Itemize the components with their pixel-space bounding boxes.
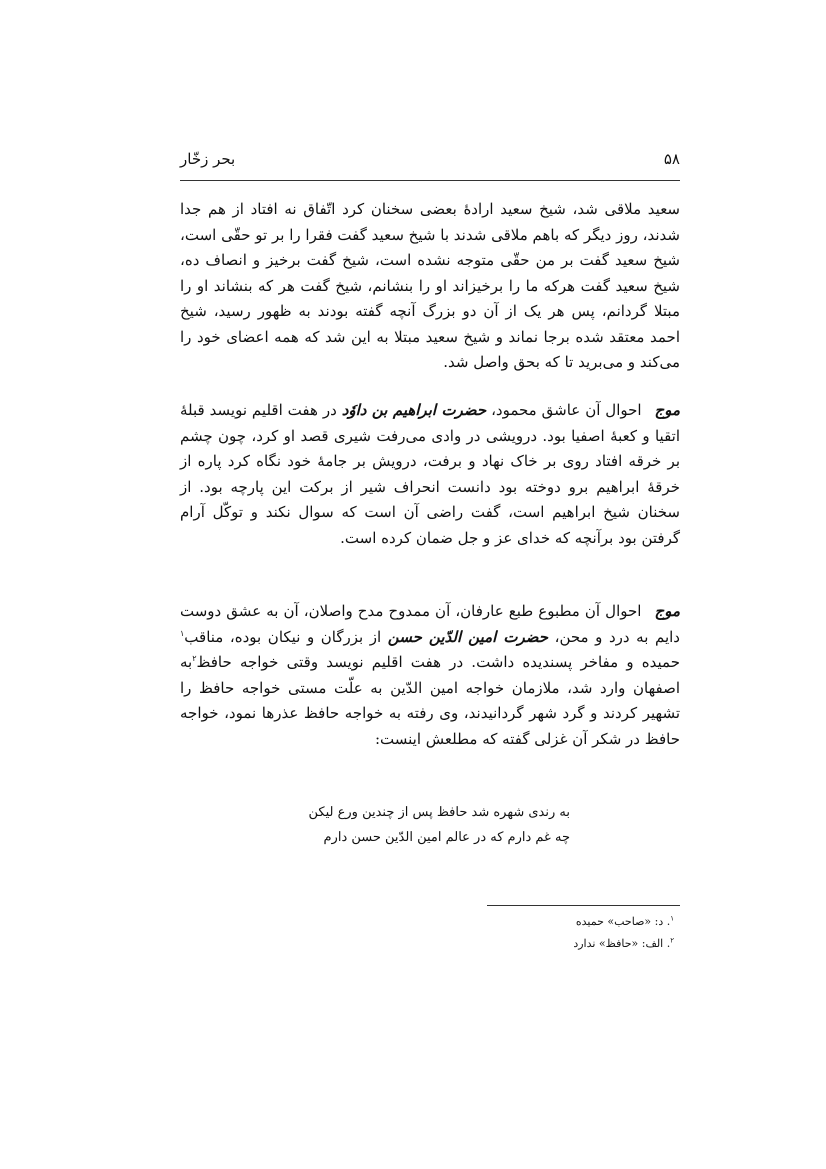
section-label: موج xyxy=(654,401,680,419)
footnote-1-mark: ۱ xyxy=(670,914,674,923)
footnote-1-text: . د: «صاحب» حمیده xyxy=(575,915,671,928)
paragraph-2 xyxy=(180,398,680,551)
person-name-amin-al-din: حضرت امین الدّین حسن xyxy=(387,627,549,646)
footnote-2 xyxy=(180,933,680,955)
verse-line-1: به رندی شهره شد حافظ پس از چندین ورع لیکن xyxy=(308,805,570,820)
header-rule xyxy=(180,180,680,181)
footnote-ref-1: ۱ xyxy=(180,628,185,638)
paragraph-1-text: سعید ملاقی شد، شیخ سعید ارادهٔ بعضی سخنان کرد اتّفاق نه افتاد از هم جدا شدند، روز دیگر که باهم ملاقی شدند با شیخ سعید گفت فقرا را بر تو حقّی است، شیخ سعید گفت بر من حقّی متوجه نشده است، شیخ گفت برخیز و انصاف ده، شیخ سعید گفت هرکه ما را برخیزاند او را بنشانم، شیخ گفت هر که بنشاند او را مبتلا گردانم، پس هر یک از آن دو بزرگ آنچه گفته بودند به ظهور رسید، شیخ احمد معتقد شده برجا نماند و شیخ سعید مبتلا به این شد که همه اعضای خود را می‌کند و می‌برید تا که بحق واصل شد. xyxy=(180,200,680,371)
section-label: موج xyxy=(654,602,680,620)
verse-line-2: چه غم دارم که در عالم امین الدّین حسن دارم xyxy=(323,830,570,845)
paragraph-1 xyxy=(180,197,680,376)
paragraph-3 xyxy=(180,599,680,752)
footnotes xyxy=(180,911,680,955)
paragraph-3-text-b: حمیده و مفاخر پسندیده داشت. در هفت اقلیم نویسد وقتی خواجه حافظ xyxy=(196,653,680,671)
paragraph-3-text-c: به اصفهان وارد شد، ملازمان خواجه امین الدّین به علّت مستی خواجه حافظ را تشهیر کردند و گرد شهر گردانیدند، وی رفته به خواجه حافظ عذرها نمود، خواجه حافظ در شکر آن غزلی گفته که مطلعش اینست: xyxy=(180,653,680,748)
person-name-ebrahim: حضرت ابراهیم بن داوٗد xyxy=(341,401,487,419)
footnote-2-mark: ۲ xyxy=(670,936,674,945)
paragraph-3-text-a: از بزرگان و نیکان بوده، مناقب xyxy=(184,627,382,646)
page-number: ۵۸ xyxy=(663,150,680,168)
footnote-1 xyxy=(180,911,680,933)
verse-block xyxy=(180,800,680,850)
running-head xyxy=(180,150,680,172)
paragraph-2-intro: احوال آن عاشق محمود، xyxy=(491,401,642,419)
footnote-ref-2: ۲ xyxy=(192,654,197,663)
paragraph-2-text: در هفت اقلیم نویسد قبلهٔ اتقیا و کعبهٔ اصفیا بود. درویشی در وادی می‌رفت شیری قصد او کرد، چون چشم بر خرقه افتاد روی بر خاک نهاد و برفت، درویش بر جامهٔ خود نگاه کرد پاره از خرقهٔ ابراهیم برو دوخته بود دانست انحراف شیر از برکت این پارچه بود. از سخنان شیخ ابراهیم است، گفت راضی آن است که سوال نکند و توکّل آرام گرفتن بود برآنچه که خدای عز و جل ضمان کرده است. xyxy=(180,401,680,547)
paragraph-3-intro: احوال آن مطبوع طبع عارفان، آن ممدوح مدح واصلان، آن به عشق دوست دایم به درد و محن، xyxy=(180,602,680,646)
footnote-rule xyxy=(487,905,680,906)
footnote-2-text: . الف: «حافظ» ندارد xyxy=(573,937,671,950)
book-title: بحر زخّار xyxy=(180,150,236,168)
